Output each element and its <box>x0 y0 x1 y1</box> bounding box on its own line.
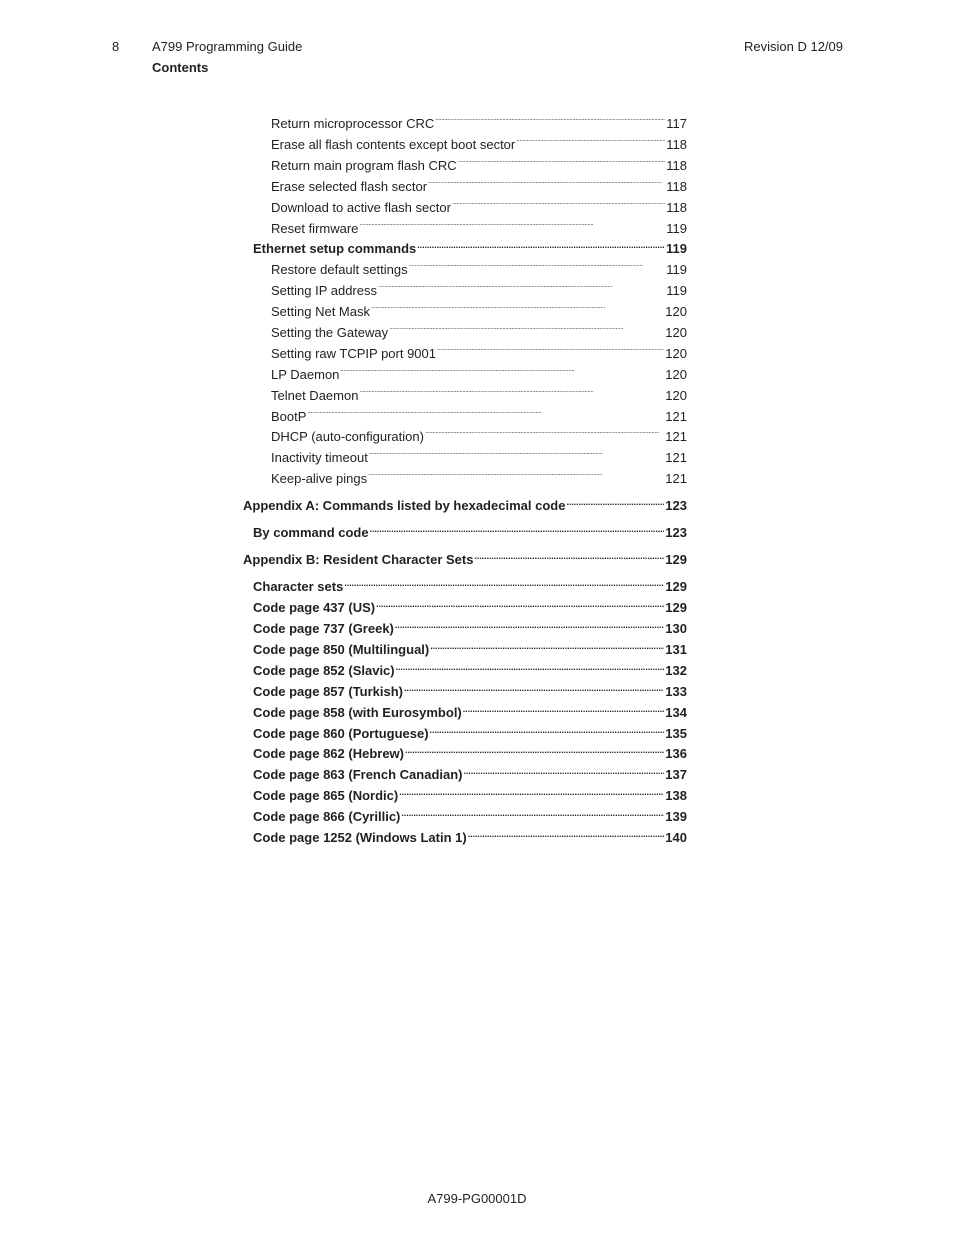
toc-entry-page-number: 136 <box>665 746 687 761</box>
toc-entry[interactable] <box>253 697 687 720</box>
document-code-footer: A799-PG00001D <box>427 1191 527 1206</box>
toc-entry[interactable] <box>271 108 687 131</box>
toc-entry[interactable] <box>253 613 687 636</box>
toc-entry-page-number: 120 <box>665 367 687 382</box>
toc-entry[interactable] <box>243 544 687 567</box>
toc-entry[interactable] <box>253 592 687 615</box>
toc-entry[interactable] <box>243 490 687 513</box>
toc-dot-leader <box>359 213 665 233</box>
toc-dot-leader <box>409 254 666 274</box>
toc-entry-page-number: 121 <box>665 409 687 424</box>
toc-entry-label: Code page 862 (Hebrew) <box>253 746 404 761</box>
toc-entry-label: Return main program flash CRC <box>271 158 457 173</box>
toc-dot-leader <box>452 192 665 212</box>
toc-entry-label: Setting raw TCPIP port 9001 <box>271 346 437 361</box>
toc-entry-label: Return microprocessor CRC <box>271 116 435 131</box>
toc-entry-label: Code page 850 (Multilingual) <box>253 642 430 657</box>
page-number: 8 <box>112 39 120 54</box>
toc-entry[interactable] <box>271 171 687 194</box>
toc-entry[interactable] <box>271 192 687 215</box>
toc-entry-label: Code page 737 (Greek) <box>253 621 394 636</box>
toc-dot-leader <box>344 571 664 591</box>
toc-entry[interactable] <box>271 463 687 486</box>
toc-entry-label: Telnet Daemon <box>271 388 359 403</box>
toc-entry-label: Code page 1252 (Windows Latin 1) <box>253 830 467 845</box>
toc-dot-leader <box>371 296 664 316</box>
toc-entry[interactable] <box>271 254 687 277</box>
toc-entry[interactable] <box>253 780 687 803</box>
toc-entry-page-number: 137 <box>665 767 687 782</box>
toc-dot-leader <box>435 108 665 128</box>
toc-entry[interactable] <box>253 676 687 699</box>
toc-dot-leader <box>404 676 664 696</box>
toc-entry-page-number: 119 <box>666 241 687 256</box>
toc-dot-leader <box>464 759 665 779</box>
toc-entry[interactable] <box>253 571 687 594</box>
toc-dot-leader <box>428 171 665 191</box>
toc-entry-page-number: 129 <box>665 600 687 615</box>
toc-entry-page-number: 118 <box>666 179 687 194</box>
toc-entry[interactable] <box>271 359 687 382</box>
toc-entry[interactable] <box>271 421 687 444</box>
toc-entry-page-number: 131 <box>665 642 687 657</box>
toc-dot-leader <box>399 780 664 800</box>
toc-entry[interactable] <box>253 233 687 256</box>
toc-entry[interactable] <box>271 213 687 236</box>
toc-entry-label: Code page 437 (US) <box>253 600 376 615</box>
toc-entry-page-number: 117 <box>666 116 687 131</box>
toc-entry-page-number: 129 <box>665 579 687 594</box>
toc-dot-leader <box>376 592 664 612</box>
toc-entry-label: LP Daemon <box>271 367 340 382</box>
toc-dot-leader <box>307 401 664 421</box>
toc-entry-label: Character sets <box>253 579 344 594</box>
toc-entry-page-number: 120 <box>665 346 687 361</box>
toc-entry-label: Reset firmware <box>271 221 359 236</box>
toc-entry-page-number: 121 <box>665 471 687 486</box>
toc-entry-label: Restore default settings <box>271 262 408 277</box>
toc-dot-leader <box>437 338 664 358</box>
toc-entry[interactable] <box>253 517 687 540</box>
toc-entry-page-number: 134 <box>665 705 687 720</box>
toc-entry[interactable] <box>271 442 687 465</box>
toc-entry[interactable] <box>271 296 687 319</box>
toc-entry-page-number: 130 <box>665 621 687 636</box>
toc-entry-page-number: 118 <box>666 158 687 173</box>
toc-dot-leader <box>468 822 665 842</box>
toc-dot-leader <box>369 442 664 462</box>
toc-entry-label: Code page 865 (Nordic) <box>253 788 399 803</box>
toc-entry-label: Code page 858 (with Eurosymbol) <box>253 705 462 720</box>
revision-label: Revision D 12/09 <box>744 39 843 54</box>
toc-entry-page-number: 119 <box>666 283 687 298</box>
toc-dot-leader <box>430 718 665 738</box>
toc-entry-page-number: 119 <box>666 221 687 236</box>
toc-dot-leader <box>474 544 664 564</box>
toc-dot-leader <box>417 233 665 253</box>
toc-dot-leader <box>378 275 665 295</box>
toc-entry-label: Download to active flash sector <box>271 200 451 215</box>
toc-entry-page-number: 118 <box>666 137 687 152</box>
toc-entry-label: Code page 866 (Cyrillic) <box>253 809 401 824</box>
toc-entry-page-number: 123 <box>665 525 687 540</box>
toc-dot-leader <box>359 380 664 400</box>
toc-entry-label: Code page 852 (Slavic) <box>253 663 395 678</box>
toc-entry-page-number: 119 <box>666 262 687 277</box>
document-title: A799 Programming Guide <box>152 39 303 54</box>
toc-entry[interactable] <box>253 634 687 657</box>
toc-entry-page-number: 120 <box>665 325 687 340</box>
toc-entry[interactable] <box>253 801 687 824</box>
toc-entry-label: Code page 857 (Turkish) <box>253 684 404 699</box>
toc-entry-label: Erase all flash contents except boot sector <box>271 137 516 152</box>
toc-entry-label: Code page 863 (French Canadian) <box>253 767 463 782</box>
toc-entry-label: Ethernet setup commands <box>253 241 417 256</box>
toc-dot-leader <box>340 359 664 379</box>
toc-entry-page-number: 121 <box>665 450 687 465</box>
toc-entry-label: Appendix B: Resident Character Sets <box>243 552 474 567</box>
toc-dot-leader <box>566 490 664 510</box>
toc-entry-page-number: 138 <box>665 788 687 803</box>
toc-dot-leader <box>395 613 664 633</box>
toc-dot-leader <box>458 150 666 170</box>
toc-entry-page-number: 135 <box>665 726 687 741</box>
toc-dot-leader <box>516 129 665 149</box>
toc-entry-label: DHCP (auto-configuration) <box>271 429 424 444</box>
toc-dot-leader <box>430 634 664 654</box>
toc-entry-page-number: 140 <box>665 830 687 845</box>
toc-entry[interactable] <box>271 150 687 173</box>
toc-entry-page-number: 118 <box>666 200 687 215</box>
toc-dot-leader <box>396 655 665 675</box>
toc-dot-leader <box>401 801 664 821</box>
toc-entry[interactable] <box>271 275 687 298</box>
toc-dot-leader <box>405 738 664 758</box>
toc-entry-page-number: 133 <box>665 684 687 699</box>
section-title: Contents <box>152 60 209 75</box>
toc-entry[interactable] <box>253 759 687 782</box>
toc-entry-label: Code page 860 (Portuguese) <box>253 726 429 741</box>
toc-dot-leader <box>370 517 665 537</box>
toc-dot-leader <box>425 421 664 441</box>
toc-entry[interactable] <box>271 338 687 361</box>
toc-entry-label: Setting Net Mask <box>271 304 370 319</box>
toc-entry[interactable] <box>253 655 687 678</box>
toc-entry[interactable] <box>253 718 687 741</box>
toc-dot-leader <box>463 697 665 717</box>
toc-dot-leader <box>368 463 664 483</box>
toc-entry-page-number: 120 <box>665 304 687 319</box>
toc-entry-label: Setting the Gateway <box>271 325 389 340</box>
toc-entry-page-number: 123 <box>665 498 687 513</box>
toc-entry[interactable] <box>253 822 687 845</box>
toc-entry[interactable] <box>271 401 687 424</box>
toc-entry[interactable] <box>253 738 687 761</box>
toc-entry-page-number: 132 <box>665 663 687 678</box>
toc-entry-label: Setting IP address <box>271 283 377 298</box>
toc-entry[interactable] <box>271 380 687 403</box>
toc-entry[interactable] <box>271 317 687 340</box>
toc-entry-page-number: 129 <box>665 552 687 567</box>
toc-entry-label: Inactivity timeout <box>271 450 368 465</box>
toc-entry-page-number: 139 <box>665 809 687 824</box>
toc-entry[interactable] <box>271 129 687 152</box>
toc-entry-label: Keep-alive pings <box>271 471 368 486</box>
toc-entry-page-number: 121 <box>665 429 687 444</box>
toc-entry-label: Erase selected flash sector <box>271 179 428 194</box>
toc-entry-page-number: 120 <box>665 388 687 403</box>
toc-entry-label: Appendix A: Commands listed by hexadecimal code <box>243 498 566 513</box>
toc-entry-label: BootP <box>271 409 307 424</box>
toc-entry-label: By command code <box>253 525 369 540</box>
toc-dot-leader <box>389 317 664 337</box>
